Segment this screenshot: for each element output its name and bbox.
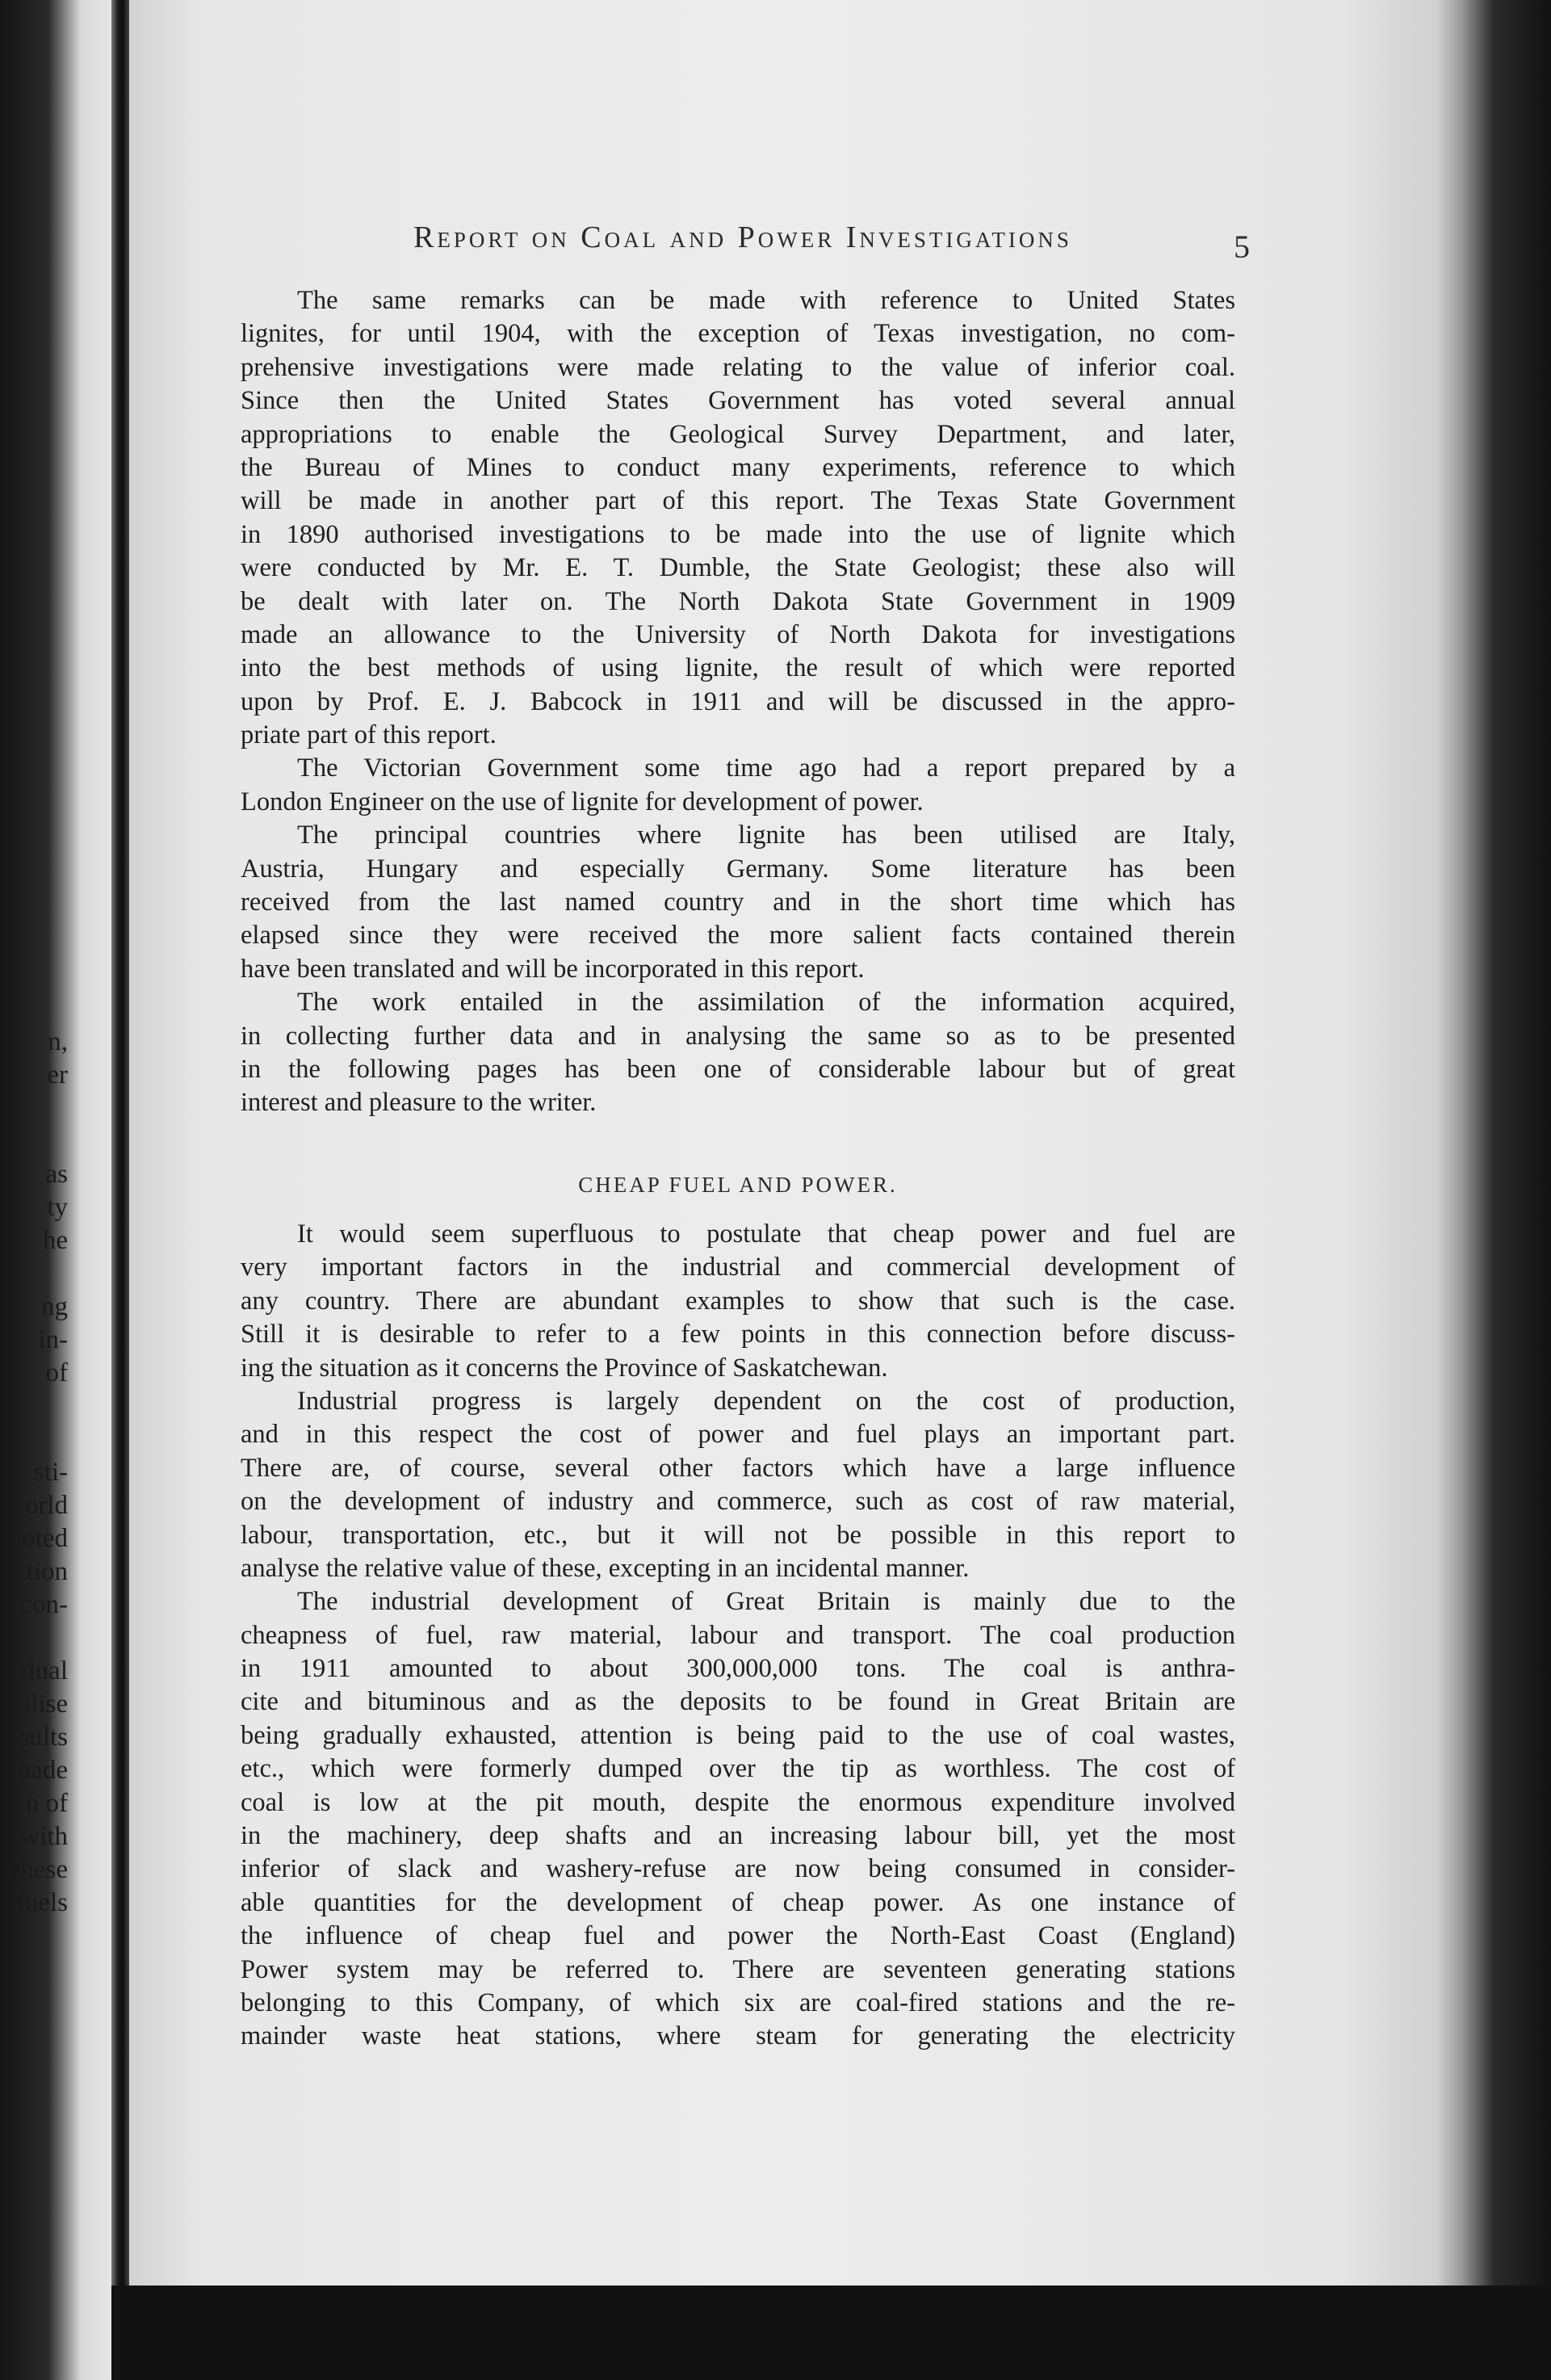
text-line: ing the situation as it concerns the Province of Saskatchewan. <box>241 1353 888 1383</box>
text-line: were conducted by Mr. E. T. Dumble, the State Geologist; these also will <box>241 553 1235 583</box>
text-line: priate part of this report. <box>241 720 497 750</box>
previous-page-fragment: in- <box>38 1325 68 1354</box>
text-line: Industrial progress is largely dependent on the cost of production, <box>297 1386 1235 1416</box>
text-line: received from the last named country and in the short time which has <box>241 888 1235 917</box>
running-head: Report on Coal and Power Investigations <box>413 220 1072 254</box>
text-line: elapsed since they were received the more salient facts contained therein <box>241 921 1235 951</box>
previous-page-fragment: oted <box>22 1524 68 1553</box>
previous-page-fragment <box>0 1257 68 1291</box>
text-line: cheapness of fuel, raw material, labour and transport. The coal production <box>241 1620 1235 1650</box>
text-line: The industrial development of Great Britain is mainly due to the <box>297 1587 1235 1617</box>
text-line: upon by Prof. E. J. Babcock in 1911 and will be discussed in the appro- <box>241 686 1235 716</box>
previous-page-text-fragments <box>0 1026 68 1920</box>
text-line: in the following pages has been one of considerable labour but of great <box>241 1054 1235 1084</box>
text-line: in collecting further data and in analysing the same so as to be presented <box>241 1021 1235 1051</box>
text-line: The principal countries where lignite has been utilised are Italy, <box>297 821 1235 850</box>
previous-page-fragment <box>0 1622 68 1655</box>
text-line: London Engineer on the use of lignite for development of power. <box>241 787 924 816</box>
previous-page-fragment <box>0 1390 68 1423</box>
text-line: into the best methods of using lignite, the result of which were reported <box>241 653 1235 683</box>
previous-page-fragment <box>0 1092 68 1125</box>
text-line: lignites, for until 1904, with the exception of Texas investigation, no com- <box>241 319 1235 349</box>
previous-page-fragment: ty <box>47 1193 68 1222</box>
previous-page-fragment: orld <box>24 1491 68 1520</box>
body-text-block-1 <box>241 284 1235 1120</box>
text-line: Since then the United States Government has voted several annual <box>241 386 1235 416</box>
text-line: made an allowance to the University of North Dakota for investigations <box>241 619 1235 649</box>
text-line: in 1890 authorised investigations to be made into the use of lignite which <box>241 519 1235 549</box>
text-line: mainder waste heat stations, where steam for generating the electricity <box>241 2021 1235 2051</box>
text-line: very important factors in the industrial and commercial development of <box>241 1253 1235 1282</box>
text-line: The Victorian Government some time ago had a report prepared by a <box>297 753 1235 783</box>
previous-page-fragment: with <box>20 1822 68 1851</box>
previous-page-fragment: er <box>47 1060 68 1089</box>
previous-page-fragment: ilise <box>23 1690 68 1719</box>
previous-page-fragment: n of <box>25 1789 68 1818</box>
text-line: in the machinery, deep shafts and an increasing labour bill, yet the most <box>241 1821 1235 1851</box>
text-line: able quantities for the development of cheap power. As one instance of <box>241 1887 1235 1917</box>
previous-page-fragment: these <box>13 1855 68 1884</box>
body-text-block-2 <box>241 1218 1235 2054</box>
text-line: analyse the relative value of these, excepting in an incidental manner. <box>241 1553 970 1583</box>
text-line: There are, of course, several other factors which have a large influence <box>241 1453 1235 1483</box>
previous-page-fragment: he <box>42 1226 68 1255</box>
text-line: etc., which were formerly dumped over the tip as worthless. The cost of <box>241 1754 1235 1784</box>
text-line: and in this respect the cost of power and fuel plays an important part. <box>241 1420 1235 1450</box>
text-line: coal is low at the pit mouth, despite the enormous expenditure involved <box>241 1787 1235 1817</box>
previous-page-fragment <box>0 1125 68 1158</box>
text-line: cite and bituminous and as the deposits to be found in Great Britain are <box>241 1687 1235 1717</box>
book-gutter <box>111 0 129 2380</box>
text-line: Still it is desirable to refer to a few points in this connection before discuss- <box>241 1320 1235 1350</box>
text-line: The same remarks can be made with reference to United States <box>297 286 1235 315</box>
text-line: The work entailed in the assimilation of the information acquired, <box>297 988 1235 1018</box>
text-line: prehensive investigations were made relating to the value of inferior coal. <box>241 352 1235 382</box>
text-line: have been translated and will be incorporated in this report. <box>241 954 865 984</box>
previous-page-fragment: n, <box>48 1027 68 1056</box>
section-heading: CHEAP FUEL AND POWER. <box>578 1173 898 1197</box>
right-page-edge <box>1437 0 1551 2380</box>
previous-page-fragment: nade <box>17 1756 68 1785</box>
previous-page-fragment: con- <box>20 1590 68 1619</box>
previous-page-fragment: as <box>45 1160 68 1189</box>
text-line: be dealt with later on. The North Dakota State Government in 1909 <box>241 586 1235 616</box>
previous-page-fragment: fuels <box>15 1888 68 1917</box>
text-line: interest and pleasure to the writer. <box>241 1088 597 1118</box>
previous-page-fragment: of <box>45 1358 68 1387</box>
previous-page-fragment: sti- <box>33 1458 68 1487</box>
previous-page-fragment <box>0 1423 68 1456</box>
text-line: inferior of slack and washery-refuse are now being consumed in consider- <box>241 1854 1235 1884</box>
previous-page-fragment: sults <box>19 1723 68 1752</box>
text-line: Austria, Hungary and especially Germany. Some literature has been <box>241 854 1235 884</box>
text-line: the influence of cheap fuel and power the North-East Coast (England) <box>241 1921 1235 1951</box>
text-line: in 1911 amounted to about 300,000,000 tons. The coal is anthra- <box>241 1654 1235 1684</box>
text-line: labour, transportation, etc., but it will not be possible in this report to <box>241 1520 1235 1550</box>
scan-background <box>111 2286 1551 2380</box>
text-line: the Bureau of Mines to conduct many experiments, reference to which <box>241 452 1235 482</box>
previous-page-fragment: tion <box>26 1557 68 1586</box>
previous-page-fragment: dual <box>22 1656 68 1685</box>
text-line: will be made in another part of this report. The Texas State Government <box>241 486 1235 516</box>
previous-page-fragment: ng <box>41 1292 68 1321</box>
page-number: 5 <box>1234 229 1250 265</box>
text-line: belonging to this Company, of which six are coal-fired stations and the re- <box>241 1988 1235 2017</box>
text-line: Power system may be referred to. There are seventeen generating stations <box>241 1954 1235 1984</box>
text-line: any country. There are abundant examples to show that such is the case. <box>241 1286 1235 1316</box>
text-line: being gradually exhausted, attention is being paid to the use of coal wastes, <box>241 1720 1235 1750</box>
text-line: It would seem superfluous to postulate that cheap power and fuel are <box>297 1219 1235 1249</box>
text-line: on the development of industry and commerce, such as cost of raw material, <box>241 1487 1235 1517</box>
text-line: appropriations to enable the Geological Survey Department, and later, <box>241 419 1235 449</box>
